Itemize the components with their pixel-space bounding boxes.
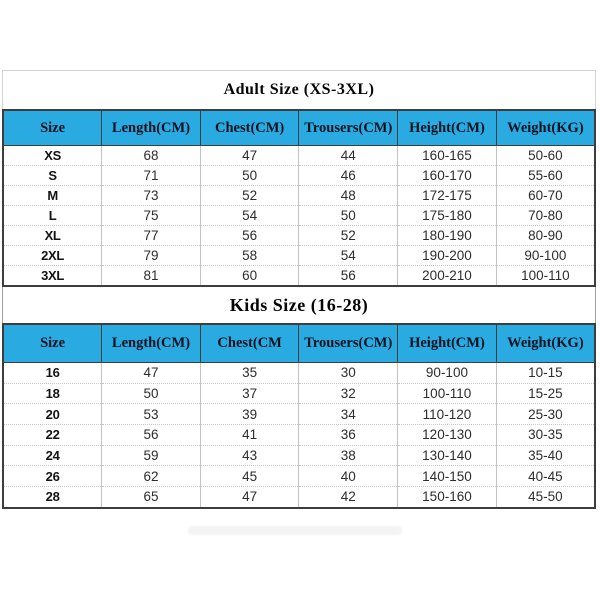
value-cell: 140-150 <box>398 466 497 487</box>
value-cell: 79 <box>102 246 201 266</box>
value-cell: 47 <box>102 363 201 384</box>
value-cell: 68 <box>102 146 201 166</box>
header-row <box>3 324 595 363</box>
value-cell: 30-35 <box>496 425 595 446</box>
table-row <box>3 146 595 166</box>
value-cell: 90-100 <box>496 246 595 266</box>
column-header: Weight(KG) <box>496 324 595 363</box>
size-cell: 26 <box>3 466 102 487</box>
value-cell: 160-170 <box>398 166 497 186</box>
value-cell: 44 <box>299 146 398 166</box>
value-cell: 75 <box>102 206 201 226</box>
value-cell: 73 <box>102 186 201 206</box>
value-cell: 41 <box>200 425 299 446</box>
value-cell: 47 <box>200 146 299 166</box>
column-header: Trousers(CM) <box>299 324 398 363</box>
size-cell: XS <box>3 146 102 166</box>
value-cell: 59 <box>102 445 201 466</box>
table-row <box>3 363 595 384</box>
value-cell: 54 <box>200 206 299 226</box>
column-header: Length(CM) <box>102 324 201 363</box>
value-cell: 70-80 <box>496 206 595 226</box>
value-cell: 110-120 <box>398 404 497 425</box>
value-cell: 30 <box>299 363 398 384</box>
table-row <box>3 487 595 508</box>
column-header: Height(CM) <box>398 324 497 363</box>
table-row <box>3 226 595 246</box>
value-cell: 180-190 <box>398 226 497 246</box>
faint-watermark <box>188 526 402 535</box>
value-cell: 53 <box>102 404 201 425</box>
table-row <box>3 166 595 186</box>
value-cell: 39 <box>200 404 299 425</box>
value-cell: 81 <box>102 266 201 287</box>
value-cell: 50-60 <box>496 146 595 166</box>
table-row <box>3 404 595 425</box>
size-cell: 28 <box>3 487 102 508</box>
value-cell: 60-70 <box>496 186 595 206</box>
column-header: Height(CM) <box>398 110 497 146</box>
size-cell: 16 <box>3 363 102 384</box>
value-cell: 34 <box>299 404 398 425</box>
header-row <box>3 110 595 146</box>
table-row <box>3 466 595 487</box>
value-cell: 200-210 <box>398 266 497 287</box>
value-cell: 35-40 <box>496 445 595 466</box>
column-header: Weight(KG) <box>496 110 595 146</box>
table-row <box>3 425 595 446</box>
value-cell: 150-160 <box>398 487 497 508</box>
value-cell: 56 <box>102 425 201 446</box>
value-cell: 52 <box>200 186 299 206</box>
column-header: Size <box>3 324 102 363</box>
value-cell: 77 <box>102 226 201 246</box>
column-header: Size <box>3 110 102 146</box>
value-cell: 38 <box>299 445 398 466</box>
value-cell: 100-110 <box>496 266 595 287</box>
size-cell: 24 <box>3 445 102 466</box>
size-cell: L <box>3 206 102 226</box>
table-row <box>3 246 595 266</box>
value-cell: 35 <box>200 363 299 384</box>
value-cell: 40-45 <box>496 466 595 487</box>
table-row <box>3 383 595 404</box>
value-cell: 120-130 <box>398 425 497 446</box>
size-cell: 3XL <box>3 266 102 287</box>
table-row <box>3 445 595 466</box>
value-cell: 130-140 <box>398 445 497 466</box>
value-cell: 160-165 <box>398 146 497 166</box>
value-cell: 25-30 <box>496 404 595 425</box>
value-cell: 48 <box>299 186 398 206</box>
value-cell: 62 <box>102 466 201 487</box>
size-cell: 22 <box>3 425 102 446</box>
size-cell: 2XL <box>3 246 102 266</box>
value-cell: 45-50 <box>496 487 595 508</box>
value-cell: 36 <box>299 425 398 446</box>
value-cell: 65 <box>102 487 201 508</box>
adult-size-title: Adult Size (XS-3XL) <box>2 70 596 109</box>
size-cell: M <box>3 186 102 206</box>
value-cell: 190-200 <box>398 246 497 266</box>
value-cell: 54 <box>299 246 398 266</box>
value-cell: 46 <box>299 166 398 186</box>
value-cell: 175-180 <box>398 206 497 226</box>
value-cell: 50 <box>102 383 201 404</box>
value-cell: 55-60 <box>496 166 595 186</box>
value-cell: 56 <box>200 226 299 246</box>
column-header: Trousers(CM) <box>299 110 398 146</box>
value-cell: 43 <box>200 445 299 466</box>
kids-size-table <box>2 323 596 509</box>
value-cell: 58 <box>200 246 299 266</box>
kids-size-title: Kids Size (16-28) <box>2 287 596 323</box>
size-chart <box>2 70 596 509</box>
size-cell: 20 <box>3 404 102 425</box>
table-row <box>3 266 595 287</box>
value-cell: 50 <box>299 206 398 226</box>
value-cell: 90-100 <box>398 363 497 384</box>
size-cell: XL <box>3 226 102 246</box>
value-cell: 50 <box>200 166 299 186</box>
value-cell: 40 <box>299 466 398 487</box>
value-cell: 15-25 <box>496 383 595 404</box>
value-cell: 100-110 <box>398 383 497 404</box>
value-cell: 71 <box>102 166 201 186</box>
size-cell: 18 <box>3 383 102 404</box>
table-row <box>3 206 595 226</box>
value-cell: 80-90 <box>496 226 595 246</box>
size-cell: S <box>3 166 102 186</box>
column-header: Length(CM) <box>102 110 201 146</box>
column-header: Chest(CM) <box>200 110 299 146</box>
adult-size-table <box>2 109 596 287</box>
value-cell: 42 <box>299 487 398 508</box>
table-row <box>3 186 595 206</box>
value-cell: 10-15 <box>496 363 595 384</box>
value-cell: 52 <box>299 226 398 246</box>
value-cell: 60 <box>200 266 299 287</box>
value-cell: 32 <box>299 383 398 404</box>
value-cell: 45 <box>200 466 299 487</box>
column-header: Chest(CM <box>200 324 299 363</box>
value-cell: 47 <box>200 487 299 508</box>
value-cell: 37 <box>200 383 299 404</box>
value-cell: 56 <box>299 266 398 287</box>
value-cell: 172-175 <box>398 186 497 206</box>
